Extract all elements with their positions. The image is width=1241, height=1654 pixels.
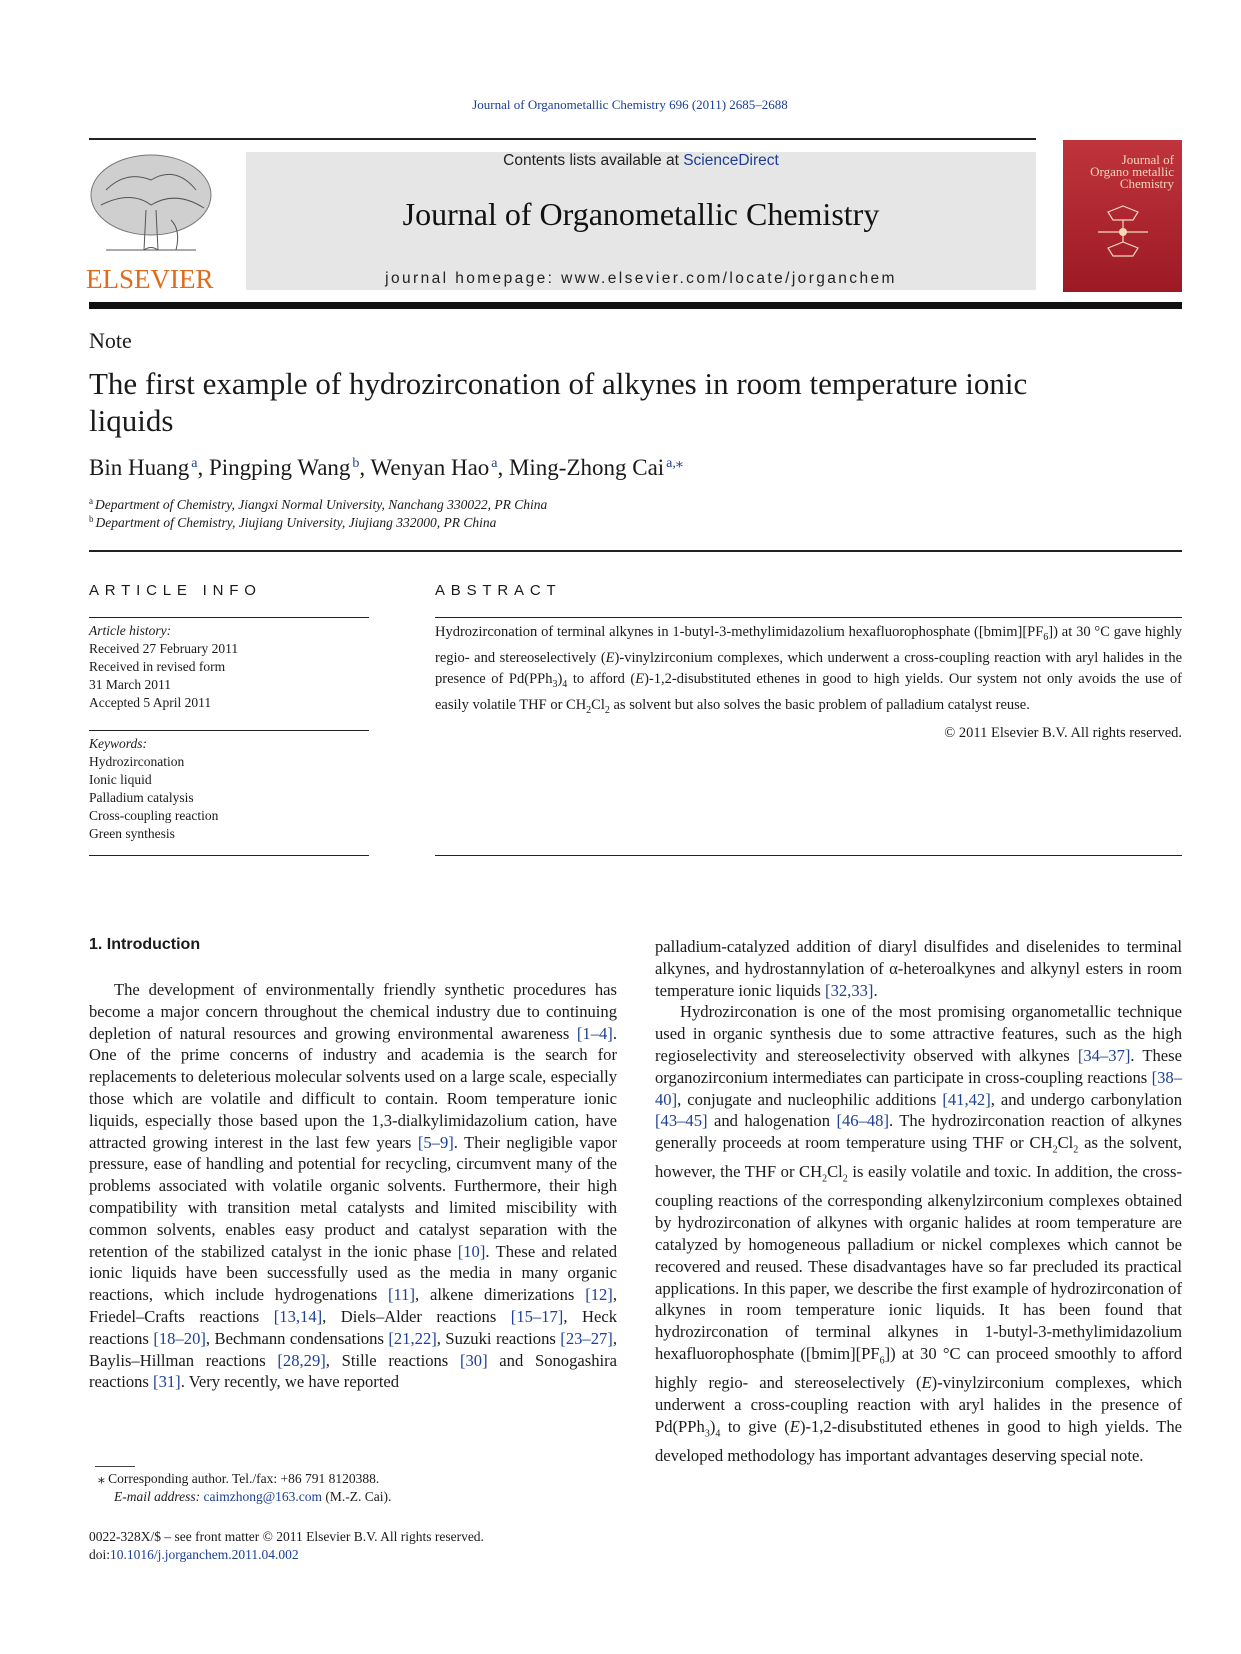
author-name[interactable]: Pingping Wang [208,455,351,480]
keywords-label: Keywords: [89,736,147,751]
ref-link[interactable]: [46–48] [836,1111,889,1131]
cover-title: Journal of Organo metallic Chemistry [1090,152,1174,191]
intro-column-left [89,979,617,1393]
author-affil-mark[interactable]: b [352,456,360,471]
footnote-rule [95,1466,135,1467]
author-name[interactable]: Wenyan Hao [370,455,490,480]
article-info-heading: ARTICLE INFO [89,582,262,599]
ref-link[interactable]: [41,42] [942,1089,991,1109]
article-type: Note [89,328,132,353]
info-bottom-rule [89,855,369,856]
ref-link[interactable]: [11] [387,1285,415,1305]
title-block-rule [89,550,1182,552]
corresponding-author-footnote [98,1470,391,1506]
affiliation-mark: a [89,496,93,506]
keyword: Hydrozirconation [89,754,185,769]
ref-link[interactable]: [13,14] [273,1306,323,1326]
abstract-bottom-rule [435,855,1182,856]
author-name[interactable]: Ming-Zhong Cai [508,455,665,480]
ref-link[interactable]: [23–27] [560,1328,613,1348]
doi-link[interactable]: 10.1016/j.jorganchem.2011.04.002 [110,1547,299,1562]
ref-link[interactable]: [5–9] [417,1132,454,1152]
ref-link[interactable]: [32,33] [825,980,874,1000]
abstract-text: Hydrozirconation of terminal alkynes in 1-butyl-3-methylimidazolium hexafluorophosphate $([bmim][PF_6])$ at 30 °C gave highly regio- and stereoselectively (E)-vinylzirconium complexes, which underwent a cross-coupling reaction with aryl halides in the presence of $Pd(PPh_3)_4$ to afford (E)-1,2-disubstituted ethenes in good to high yields. Our system not only avoids the use of easily volatile THF or $CH_2Cl_2$ as solvent but also solves the basic problem of palladium catalyst reuse. [435,624,1183,717]
keywords-list [89,735,369,843]
affiliation-mark: b [89,514,94,524]
ref-link[interactable]: [31] [153,1372,181,1392]
header-thick-rule [89,302,1182,309]
ref-link[interactable]: [15–17] [510,1306,564,1326]
keywords-rule [89,730,369,731]
journal-homepage[interactable]: journal homepage: www.elsevier.com/locate/jorganchem [385,270,897,287]
affiliation [89,496,547,513]
doi-prefix: doi: [89,1547,111,1562]
abstract-copyright: © 2011 Elsevier B.V. All rights reserved. [944,725,1182,741]
journal-cover[interactable] [1063,140,1182,292]
molecule-icon [1063,140,1182,292]
elsevier-tree-icon [86,150,216,295]
info-rule [89,617,369,618]
email-suffix: (M.-Z. Cai). [322,1489,392,1504]
elsevier-logo [86,150,216,295]
paragraph: Hydrozirconation is one of the most promising organometallic technique used in organic synthesis due to some attractive features, such as the high regioselectivity and stereoselectivity observed with alkynes [34–37]. These organozirconium intermediates can participate in cross-coupling reactions [38–40], conjugate and nucleophilic additions [41,42], and undergo carbonylation [43–45] and halogenation [46–48]. The hydrozirconation reaction of alkynes generally proceeds at room temperature using THF or $CH_2Cl_2$ as the solvent, however, the THF or $CH_2Cl_2$ is easily volatile and toxic. In addition, the cross-coupling reactions of the corresponding alkenylzirconium complexes obtained by hydrozirconation of alkynes with organic halides at room temperature are catalyzed by homogeneous palladium or nickel complexes which cannot be recovered and reused. These disadvantages have so far precluded its practical applications. In this paper, we describe the first example of hydrozirconation of alkynes in room temperature ionic liquids. It has been found that hydrozirconation of terminal alkynes in 1-butyl-3-methylimidazolium hexafluorophosphate $([bmim][PF_6])$ at 30 °C can proceed smoothly to afford highly regio- and stereoselectively (E)-vinylzirconium complexes, which underwent a cross-coupling reaction with aryl halides in the presence of $Pd(PPh_3)_4$ to give (E)-1,2-disubstituted ethenes in good to high yields. The developed methodology has important advantages deserving special note. [655,1002,1182,1465]
ref-link[interactable]: [21,22] [388,1328,437,1348]
ref-link[interactable]: [18–20] [153,1328,206,1348]
history-item: Accepted 5 April 2011 [89,695,212,710]
author-name[interactable]: Bin Huang [89,455,190,480]
keyword: Cross-coupling reaction [89,808,219,823]
issn-line: 0022-328X/$ – see front matter © 2011 Elsevier B.V. All rights reserved. [89,1529,484,1544]
doi-line [89,1546,484,1564]
email-line [98,1488,391,1506]
paragraph: palladium-catalyzed addition of diaryl disulfides and diselenides to terminal alkynes, and hydrostannylation of α-heteroalkynes and alkynyl esters in room temperature ionic liquids [32,33]. [655,937,1182,1000]
ref-link[interactable]: [38–40] [655,1067,1182,1109]
author-affil-mark[interactable]: a [491,456,498,471]
keyword: Ionic liquid [89,772,152,787]
ref-link[interactable]: [1–4] [576,1023,613,1043]
intro-column-right [655,936,1182,1467]
affiliation-text: Department of Chemistry, Jiujiang University, Jiujiang 332000, PR China [95,515,497,530]
history-item: Received 27 February 2011 [89,641,239,656]
abstract-rule [435,617,1182,618]
publisher-name: ELSEVIER [86,264,214,294]
contents-line [246,152,1036,170]
article-history [89,622,369,712]
article-title: The first example of hydrozirconation of alkynes in room temperature ionic liquids [89,366,1028,438]
header-rule [89,138,1036,140]
sciencedirect-link[interactable]: ScienceDirect [683,152,779,169]
ref-link[interactable]: [12] [585,1285,613,1305]
author-list: Bin Huang $^a$, Pingping Wang $^b$, Wenyan Hao $^a$, Ming-Zhong Cai $^{a,⁎}$ [89,455,683,480]
affiliation-text: Department of Chemistry, Jiangxi Normal University, Nanchang 330022, PR China [95,497,548,512]
journal-banner [246,152,1036,290]
history-item: 31 March 2011 [89,677,171,692]
journal-citation[interactable]: Journal of Organometallic Chemistry 696 (2011) 2685–2688 [472,97,788,112]
ref-link[interactable]: [34–37] [1077,1045,1131,1065]
ref-link[interactable]: [10] [457,1241,486,1261]
author-affil-mark[interactable]: a,⁎ [666,456,683,471]
bottom-matter [89,1528,484,1564]
contents-prefix: Contents lists available at [503,152,684,169]
author-affil-mark[interactable]: a [191,456,198,471]
abstract-heading: ABSTRACT [435,582,562,599]
keyword: Green synthesis [89,826,175,841]
affiliation [89,514,496,531]
history-label: Article history: [89,623,172,638]
journal-title: Journal of Organometallic Chemistry [402,196,880,232]
corresponding-author-text: ⁎ Corresponding author. Tel./fax: +86 791 8120388. [98,1471,380,1486]
section-heading-introduction: 1. Introduction [89,936,201,953]
ref-link[interactable]: [28,29] [277,1350,326,1370]
history-item: Received in revised form [89,659,226,674]
email-link[interactable]: caimzhong@163.com [203,1489,323,1504]
paragraph: The development of environmentally friendly synthetic procedures has become a major concern throughout the chemical industry due to continuing depletion of natural resources and growing environmental awareness [1–4]. One of the prime concerns of industry and academia is the search for replacements to deleterious molecular solvents used on a large scale, especially those which are volatile and difficult to contain. Room temperature ionic liquids, especially those based upon the 1,3-dialkylimidazolium cation, have attracted growing interest in the last few years [5–9]. Their negligible vapor pressure, ease of handling and potential for recycling, circumvent many of the problems associated with volatile organic solvents. Furthermore, their high compatibility with transition metal catalysts and limited miscibility with common solvents, enables easy product and catalyst separation with the retention of the stabilized catalyst in the ionic phase [10]. These and related ionic liquids have been successfully used as the media in many organic reactions, which include hydrogenations [11], alkene dimerizations [12], Friedel–Crafts reactions [13,14], Diels–Alder reactions [15–17], Heck reactions [18–20], Bechmann condensations [21,22], Suzuki reactions [23–27], Baylis–Hillman reactions [28,29], Stille reactions [30] and Sonogashira reactions [31]. Very recently, we have reported [89,980,618,1392]
ref-link[interactable]: [43–45] [655,1111,708,1131]
email-label: E-mail address: [114,1489,204,1504]
keyword: Palladium catalysis [89,790,194,805]
ref-link[interactable]: [30] [459,1350,488,1370]
